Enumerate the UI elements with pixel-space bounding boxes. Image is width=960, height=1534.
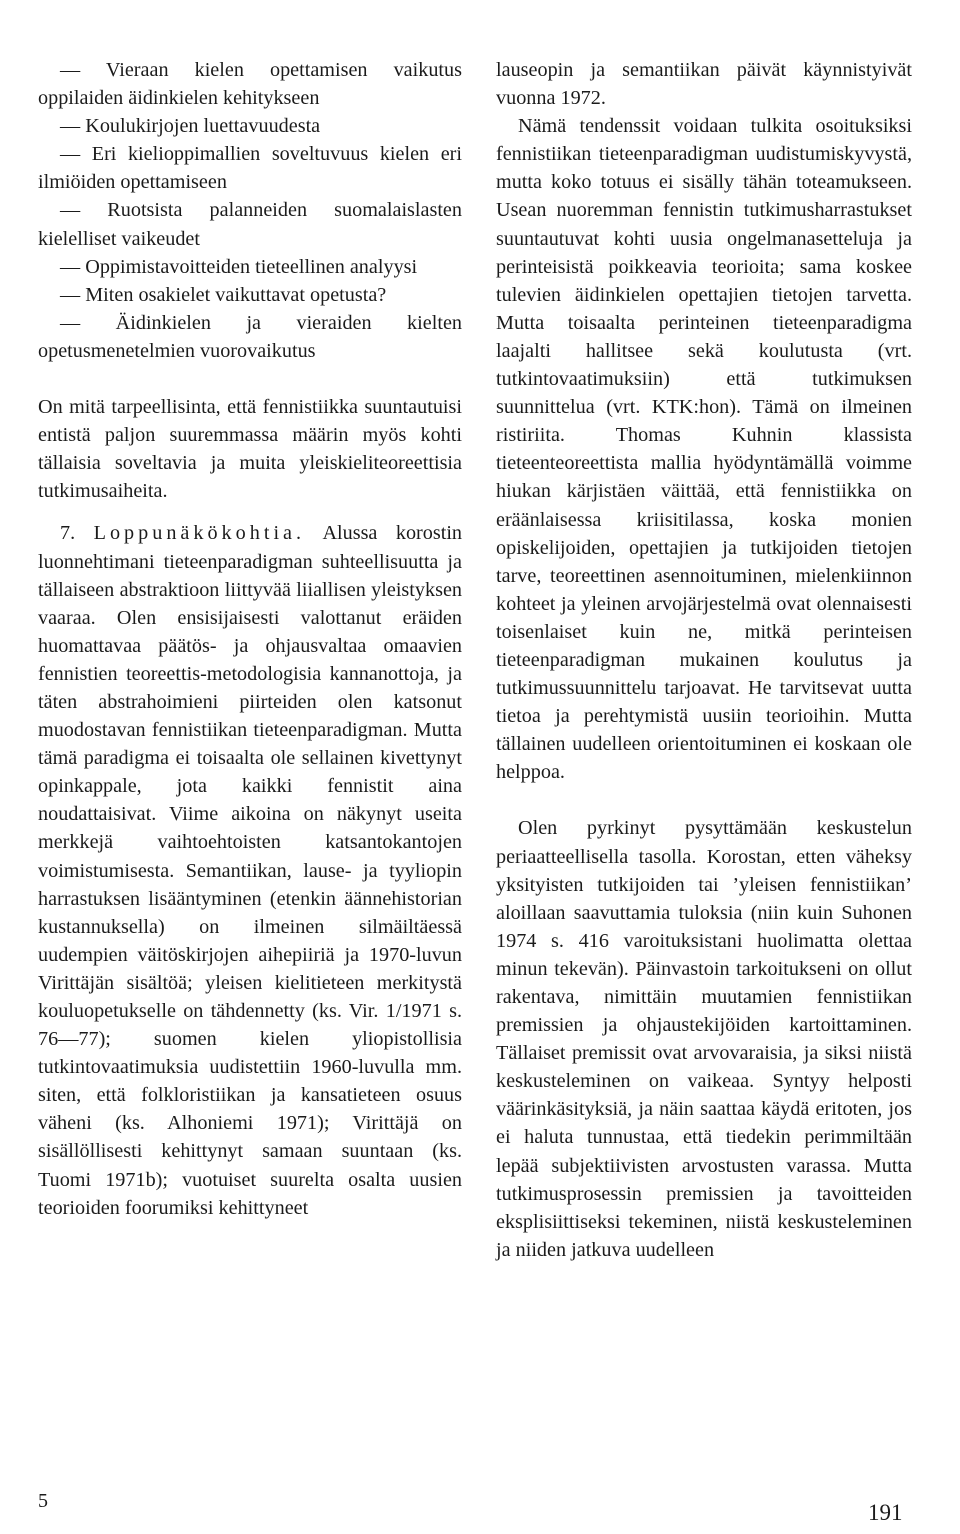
- paragraph: lauseopin ja semantiikan päivät käynnistyivät vuonna 1972.: [496, 59, 912, 110]
- paragraph: On mitä tarpeellisinta, että fennistiikka suuntautuisi entistä paljon suuremmassa määrin myös kohti tällaisia soveltavia ja muita yleiskieliteoreettisia tutkimusaiheita.: [38, 396, 462, 503]
- list-item: — Eri kielioppimallien soveltuvuus kielen eri ilmiöiden opettamiseen: [38, 143, 462, 194]
- list-item: — Oppimistavoitteiden tieteellinen analyysi: [60, 255, 418, 278]
- paragraph: Nämä tendenssit voidaan tulkita osoituksiksi fennistiikan tieteenparadigman uudistumiskyvystä, mutta koko totuus ei sisälly tähän toteamukseen. Usean nuoremman fennistin tutkimusharrastukset suuntautuvat kohti uusia ongelmanasetteluja ja perinteisistä poikkeavia teorioita; sama koskee tulevien äidinkielen opettajien tietojen tarvetta. Mutta toisaalta perinteinen tieteenparadigma laajalti hallitsee sekä koulutusta (vrt. tutkintovaatimuksiin) että tutkimuksen suunnittelua (vrt. KTK:hon). Tämä on ilmeinen ristiriita. Thomas Kuhnin klassista tieteenteoreettista mallia hyödyntämällä voimme hiukan kärjistäen väittää, että fennistiikka on eräänlaisessa kriisitilassa, koska monien opiskelijoiden, opettajien ja tutkijoiden tietojen tarve, teoreettinen asennoituminen, mielenkiinnon kohteet ja yleinen arvojärjestelmä ovat olennaisesti toisenlaiset kuin ne, mitkä perinteisen tieteenparadigman mukainen koulutus ja tutkimussuunnittelu tarjoavat. He tarvitsevat uutta tietoa ja perehtymistä uusiin teorioihin. Mutta tällainen uudelleen orientoituminen ei koskaan ole helppoa.: [496, 115, 912, 784]
- list-item: — Koulukirjojen luettavuudesta: [60, 115, 321, 138]
- section-title: Loppunäkökohtia.: [93, 522, 306, 545]
- section-paragraph: [38, 519, 462, 1221]
- right-column: [496, 56, 912, 1264]
- paragraph: Olen pyrkinyt pysyttämään keskustelun periaatteellisella tasolla. Korostan, etten väheksy yksityisten tutkijoiden tai ’yleisen fennistiikan’ aloillaan saavuttamia tuloksia (niin kuin Suhonen 1974 s. 416 varoituksistani huolimatta olettaa minun tekevän). Päinvastoin tarkoitukseni on ollut rakentava, nimittäin muutamien fennistiikan premissien ja ohjaustekijöiden kartoittaminen. Tällaiset premissit ovat arvovaraisia, ja siksi niistä keskusteleminen on vaikeaa. Syntyy helposti väärinkäsityksiä, ja näin saattaa käydä eritoten, jos ei haluta tunnustaa, että tiedekin perimmiltään lepää subjektiivisten arvostusten varassa. Mutta tutkimusprosessin premissien ja tavoitteiden eksplisiittiseksi tekeminen, niistä keskusteleminen ja niiden jatkuva uudelleen: [496, 817, 912, 1261]
- page-number: 191: [868, 1500, 903, 1525]
- list-item: — Miten osakielet vaikuttavat opetusta?: [60, 283, 387, 306]
- list-item: — Äidinkielen ja vieraiden kielten opetusmenetelmien vuorovaikutus: [38, 311, 462, 362]
- section-number: 7.: [60, 522, 76, 545]
- page-mark: 5: [38, 1490, 48, 1512]
- bullet-list: [38, 56, 462, 365]
- section-body: Alussa korostin luonnehtimani tieteenparadigman suhteellisuutta ja tällaiseen abstraktioon liittyvää liiallisen yleistyksen vaaraa. Olen ensisijaisesti valottanut eräiden huomattavaa päätös- ja ohjausvaltaa omaavien fennistien teoreettis-metodologisia kannanottoja, ja täten abstrahoimieni piirteiden olen katsonut muodostavan fennistiikan tieteenparadigman. Mutta tämä paradigma ei toisaalta ole sellainen kivettynyt opinkappale, jota kaikki fennistit aina noudattaisivat. Viime aikoina on näkynyt useita merkkejä vaihtoehtoisten katsantokantojen voimistumisesta. Semantiikan, lause- ja tyyliopin harrastuksen lisääntyminen (etenkin äännehistorian kustannuksella) on ilmeinen silmäiltäessä uudempien väitöskirjojen aihepiiriä ja 1970-luvun Virittäjän sisältöä; yleisen kielitieteen merkitystä kouluopetukselle on tähdennetty (ks. Vir. 1/1971 s. 76—77); suomen kielen yliopistollisia tutkintovaatimuksia uudistettiin 1960-luvulla mm. siten, että folkloristiikan ja kansatieteen osuus väheni (ks. Alhoniemi 1971); Virittäjä on sisällöllisesti kehittynyt samaan suuntaan (ks. Tuomi 1971b); vuotuiset suurelta osalta uusien teorioiden foorumiksi kehittyneet: [38, 522, 463, 1219]
- list-item: — Ruotsista palanneiden suomalaislasten kielelliset vaikeudet: [38, 199, 462, 250]
- left-column: [38, 56, 462, 1222]
- list-item: — Vieraan kielen opettamisen vaikutus oppilaiden äidinkielen kehitykseen: [38, 59, 462, 110]
